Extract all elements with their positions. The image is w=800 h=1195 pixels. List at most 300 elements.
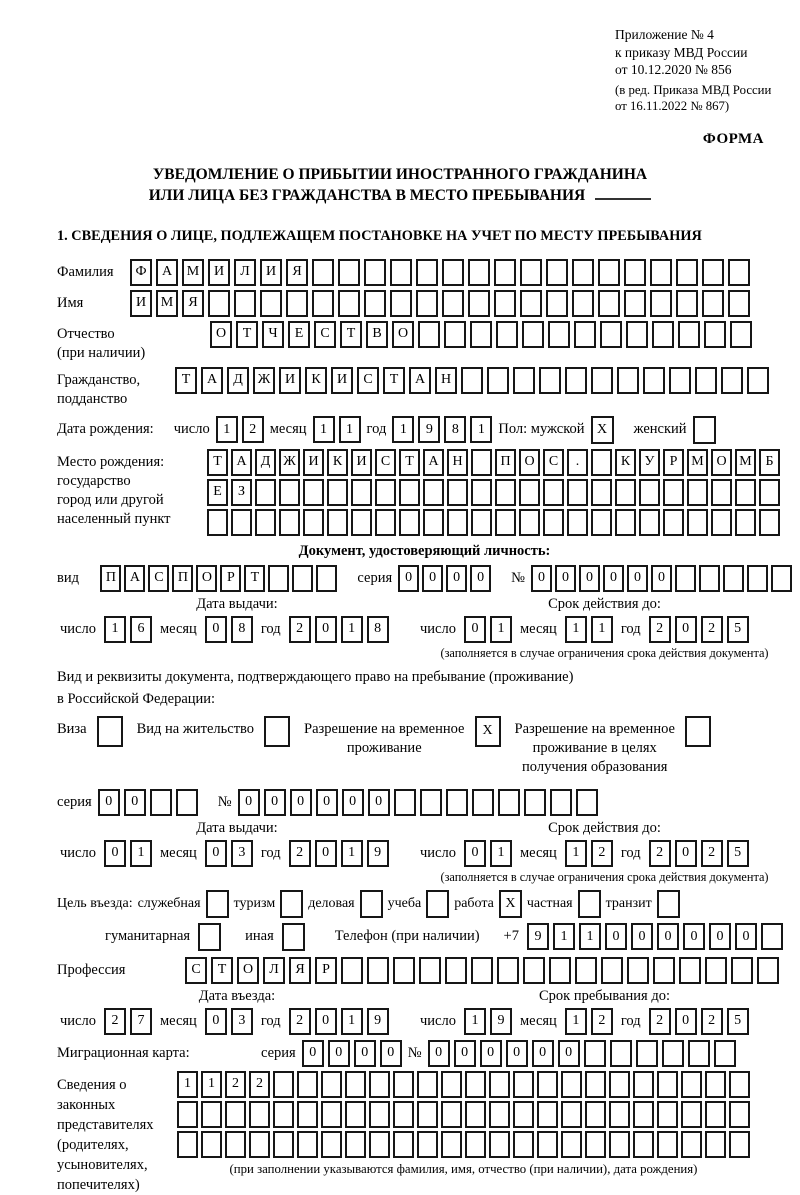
char-cell[interactable]	[678, 321, 700, 348]
char-cell[interactable]	[297, 1101, 318, 1128]
char-cell[interactable]: 1	[341, 616, 363, 643]
char-cell[interactable]: Ж	[279, 449, 300, 476]
char-cell[interactable]: 2	[701, 840, 723, 867]
char-cell[interactable]	[345, 1101, 366, 1128]
char-cell[interactable]	[446, 789, 468, 816]
char-cell[interactable]: 5	[727, 840, 749, 867]
char-cell[interactable]: 2	[701, 616, 723, 643]
char-cell[interactable]: 0	[205, 616, 227, 643]
char-cell[interactable]	[321, 1131, 342, 1158]
char-cell[interactable]	[681, 1131, 702, 1158]
char-cell[interactable]	[341, 957, 363, 984]
char-cell[interactable]	[345, 1071, 366, 1098]
char-cell[interactable]	[575, 957, 597, 984]
char-cell[interactable]	[759, 479, 780, 506]
char-cell[interactable]	[662, 1040, 684, 1067]
char-cell[interactable]	[572, 290, 594, 317]
char-cell[interactable]: 1	[490, 616, 512, 643]
char-cell[interactable]: 1	[565, 1008, 587, 1035]
checkbox-cell[interactable]	[198, 923, 221, 951]
char-cell[interactable]: Л	[263, 957, 285, 984]
char-cell[interactable]	[369, 1071, 390, 1098]
char-cell[interactable]: 1	[130, 840, 152, 867]
char-cell[interactable]: М	[182, 259, 204, 286]
char-cell[interactable]: И	[279, 367, 301, 394]
char-cell[interactable]	[286, 290, 308, 317]
char-cell[interactable]	[297, 1131, 318, 1158]
char-cell[interactable]	[273, 1101, 294, 1128]
char-cell[interactable]	[572, 259, 594, 286]
char-cell[interactable]: 0	[709, 923, 731, 950]
checkbox-cell[interactable]	[206, 890, 229, 918]
char-cell[interactable]	[394, 789, 416, 816]
char-cell[interactable]	[584, 1040, 606, 1067]
char-cell[interactable]	[489, 1131, 510, 1158]
char-cell[interactable]: 2	[249, 1071, 270, 1098]
char-cell[interactable]	[704, 321, 726, 348]
char-cell[interactable]	[627, 957, 649, 984]
char-cell[interactable]	[520, 259, 542, 286]
char-cell[interactable]	[393, 1131, 414, 1158]
char-cell[interactable]: И	[208, 259, 230, 286]
char-cell[interactable]: 2	[104, 1008, 126, 1035]
char-cell[interactable]	[273, 1071, 294, 1098]
char-cell[interactable]: 0	[531, 565, 552, 592]
char-cell[interactable]	[249, 1131, 270, 1158]
char-cell[interactable]: 0	[506, 1040, 528, 1067]
char-cell[interactable]: Л	[234, 259, 256, 286]
char-cell[interactable]	[639, 479, 660, 506]
char-cell[interactable]: 0	[675, 840, 697, 867]
char-cell[interactable]: 0	[631, 923, 653, 950]
char-cell[interactable]: 0	[124, 789, 146, 816]
char-cell[interactable]	[201, 1101, 222, 1128]
char-cell[interactable]	[249, 1101, 270, 1128]
char-cell[interactable]	[543, 479, 564, 506]
char-cell[interactable]	[687, 509, 708, 536]
char-cell[interactable]	[598, 259, 620, 286]
char-cell[interactable]	[423, 509, 444, 536]
char-cell[interactable]: И	[260, 259, 282, 286]
char-cell[interactable]: К	[305, 367, 327, 394]
char-cell[interactable]: Я	[286, 259, 308, 286]
char-cell[interactable]	[375, 509, 396, 536]
char-cell[interactable]	[601, 957, 623, 984]
char-cell[interactable]: 1	[216, 416, 238, 443]
char-cell[interactable]	[657, 1131, 678, 1158]
char-cell[interactable]	[441, 1131, 462, 1158]
char-cell[interactable]: М	[156, 290, 178, 317]
char-cell[interactable]	[759, 509, 780, 536]
char-cell[interactable]: Т	[207, 449, 228, 476]
char-cell[interactable]: П	[100, 565, 121, 592]
char-cell[interactable]	[369, 1101, 390, 1128]
char-cell[interactable]	[345, 1131, 366, 1158]
char-cell[interactable]	[617, 367, 639, 394]
char-cell[interactable]	[546, 259, 568, 286]
char-cell[interactable]: 9	[527, 923, 549, 950]
char-cell[interactable]	[643, 367, 665, 394]
char-cell[interactable]	[367, 957, 389, 984]
char-cell[interactable]	[705, 1131, 726, 1158]
char-cell[interactable]	[442, 259, 464, 286]
char-cell[interactable]	[177, 1131, 198, 1158]
char-cell[interactable]: С	[185, 957, 207, 984]
char-cell[interactable]	[757, 957, 779, 984]
char-cell[interactable]: 0	[428, 1040, 450, 1067]
char-cell[interactable]: М	[735, 449, 756, 476]
char-cell[interactable]: 9	[418, 416, 440, 443]
char-cell[interactable]	[423, 479, 444, 506]
char-cell[interactable]: О	[196, 565, 217, 592]
char-cell[interactable]	[442, 290, 464, 317]
char-cell[interactable]: О	[392, 321, 414, 348]
char-cell[interactable]	[676, 290, 698, 317]
char-cell[interactable]	[650, 259, 672, 286]
char-cell[interactable]: Т	[383, 367, 405, 394]
char-cell[interactable]	[523, 957, 545, 984]
char-cell[interactable]	[591, 509, 612, 536]
char-cell[interactable]: З	[231, 479, 252, 506]
char-cell[interactable]	[761, 923, 783, 950]
char-cell[interactable]: 0	[454, 1040, 476, 1067]
char-cell[interactable]	[675, 565, 696, 592]
char-cell[interactable]: 0	[316, 789, 338, 816]
char-cell[interactable]	[633, 1131, 654, 1158]
char-cell[interactable]: Т	[175, 367, 197, 394]
char-cell[interactable]: С	[148, 565, 169, 592]
checkbox-cell[interactable]	[97, 716, 123, 747]
char-cell[interactable]: Я	[289, 957, 311, 984]
char-cell[interactable]	[728, 290, 750, 317]
checkbox-cell[interactable]	[280, 890, 303, 918]
char-cell[interactable]: 0	[464, 616, 486, 643]
char-cell[interactable]	[487, 367, 509, 394]
char-cell[interactable]: 0	[302, 1040, 324, 1067]
char-cell[interactable]: И	[351, 449, 372, 476]
char-cell[interactable]: Р	[315, 957, 337, 984]
char-cell[interactable]	[681, 1101, 702, 1128]
char-cell[interactable]	[702, 290, 724, 317]
char-cell[interactable]	[338, 290, 360, 317]
char-cell[interactable]	[639, 509, 660, 536]
char-cell[interactable]: 0	[264, 789, 286, 816]
char-cell[interactable]: 0	[735, 923, 757, 950]
char-cell[interactable]: 1	[579, 923, 601, 950]
char-cell[interactable]	[657, 1101, 678, 1128]
char-cell[interactable]: Ф	[130, 259, 152, 286]
char-cell[interactable]	[327, 479, 348, 506]
char-cell[interactable]: 2	[701, 1008, 723, 1035]
char-cell[interactable]	[679, 957, 701, 984]
char-cell[interactable]	[695, 367, 717, 394]
char-cell[interactable]	[471, 957, 493, 984]
char-cell[interactable]	[399, 509, 420, 536]
char-cell[interactable]	[471, 509, 492, 536]
char-cell[interactable]	[489, 1071, 510, 1098]
char-cell[interactable]: Д	[227, 367, 249, 394]
char-cell[interactable]: 0	[657, 923, 679, 950]
char-cell[interactable]: Б	[759, 449, 780, 476]
char-cell[interactable]	[729, 1101, 750, 1128]
char-cell[interactable]: 0	[603, 565, 624, 592]
char-cell[interactable]	[494, 259, 516, 286]
char-cell[interactable]	[574, 321, 596, 348]
char-cell[interactable]: 0	[683, 923, 705, 950]
char-cell[interactable]	[207, 509, 228, 536]
char-cell[interactable]: 5	[727, 1008, 749, 1035]
char-cell[interactable]	[364, 259, 386, 286]
char-cell[interactable]: 0	[238, 789, 260, 816]
char-cell[interactable]	[390, 259, 412, 286]
checkbox-cell[interactable]	[685, 716, 711, 747]
char-cell[interactable]	[497, 957, 519, 984]
checkbox-cell[interactable]: X	[499, 890, 522, 918]
char-cell[interactable]	[565, 367, 587, 394]
char-cell[interactable]: П	[172, 565, 193, 592]
char-cell[interactable]: Т	[236, 321, 258, 348]
char-cell[interactable]	[465, 1071, 486, 1098]
char-cell[interactable]: 1	[104, 616, 126, 643]
char-cell[interactable]	[417, 1131, 438, 1158]
char-cell[interactable]	[663, 479, 684, 506]
char-cell[interactable]	[609, 1101, 630, 1128]
char-cell[interactable]	[615, 509, 636, 536]
char-cell[interactable]	[316, 565, 337, 592]
char-cell[interactable]	[417, 1071, 438, 1098]
char-cell[interactable]: 0	[342, 789, 364, 816]
char-cell[interactable]	[231, 509, 252, 536]
char-cell[interactable]: 2	[591, 1008, 613, 1035]
char-cell[interactable]	[513, 1071, 534, 1098]
char-cell[interactable]	[234, 290, 256, 317]
char-cell[interactable]	[393, 957, 415, 984]
char-cell[interactable]	[417, 1101, 438, 1128]
char-cell[interactable]: 2	[649, 1008, 671, 1035]
char-cell[interactable]: Е	[288, 321, 310, 348]
char-cell[interactable]	[273, 1131, 294, 1158]
char-cell[interactable]	[393, 1101, 414, 1128]
char-cell[interactable]	[489, 1101, 510, 1128]
char-cell[interactable]: 1	[464, 1008, 486, 1035]
char-cell[interactable]	[624, 290, 646, 317]
char-cell[interactable]: А	[156, 259, 178, 286]
char-cell[interactable]: С	[543, 449, 564, 476]
checkbox-cell[interactable]	[693, 416, 716, 444]
char-cell[interactable]	[513, 367, 535, 394]
char-cell[interactable]: Т	[340, 321, 362, 348]
char-cell[interactable]	[524, 789, 546, 816]
char-cell[interactable]: 0	[398, 565, 419, 592]
checkbox-cell[interactable]: X	[475, 716, 501, 747]
char-cell[interactable]	[416, 259, 438, 286]
char-cell[interactable]: 2	[289, 1008, 311, 1035]
char-cell[interactable]	[705, 1101, 726, 1128]
char-cell[interactable]	[522, 321, 544, 348]
char-cell[interactable]	[201, 1131, 222, 1158]
char-cell[interactable]: 9	[367, 840, 389, 867]
char-cell[interactable]	[729, 1131, 750, 1158]
char-cell[interactable]: 0	[627, 565, 648, 592]
checkbox-cell[interactable]	[578, 890, 601, 918]
char-cell[interactable]	[364, 290, 386, 317]
char-cell[interactable]: 0	[446, 565, 467, 592]
char-cell[interactable]: Т	[211, 957, 233, 984]
char-cell[interactable]	[585, 1131, 606, 1158]
char-cell[interactable]	[447, 509, 468, 536]
char-cell[interactable]	[150, 789, 172, 816]
char-cell[interactable]	[468, 259, 490, 286]
char-cell[interactable]: 1	[553, 923, 575, 950]
char-cell[interactable]	[471, 479, 492, 506]
char-cell[interactable]: 0	[675, 1008, 697, 1035]
char-cell[interactable]	[585, 1101, 606, 1128]
char-cell[interactable]: 2	[242, 416, 264, 443]
char-cell[interactable]: Д	[255, 449, 276, 476]
checkbox-cell[interactable]	[264, 716, 290, 747]
char-cell[interactable]: 0	[368, 789, 390, 816]
char-cell[interactable]: 1	[177, 1071, 198, 1098]
char-cell[interactable]: Р	[220, 565, 241, 592]
char-cell[interactable]	[657, 1071, 678, 1098]
char-cell[interactable]: Ч	[262, 321, 284, 348]
char-cell[interactable]	[225, 1131, 246, 1158]
char-cell[interactable]	[585, 1071, 606, 1098]
char-cell[interactable]: А	[124, 565, 145, 592]
char-cell[interactable]: 8	[444, 416, 466, 443]
char-cell[interactable]: А	[231, 449, 252, 476]
char-cell[interactable]: А	[423, 449, 444, 476]
char-cell[interactable]: 2	[289, 840, 311, 867]
char-cell[interactable]	[561, 1101, 582, 1128]
char-cell[interactable]	[591, 367, 613, 394]
char-cell[interactable]	[598, 290, 620, 317]
char-cell[interactable]: .	[567, 449, 588, 476]
char-cell[interactable]	[721, 367, 743, 394]
char-cell[interactable]	[441, 1101, 462, 1128]
char-cell[interactable]	[471, 449, 492, 476]
char-cell[interactable]: 1	[339, 416, 361, 443]
char-cell[interactable]: О	[711, 449, 732, 476]
char-cell[interactable]	[653, 957, 675, 984]
char-cell[interactable]	[561, 1071, 582, 1098]
char-cell[interactable]: 6	[130, 616, 152, 643]
char-cell[interactable]: 0	[422, 565, 443, 592]
char-cell[interactable]	[600, 321, 622, 348]
char-cell[interactable]	[711, 509, 732, 536]
char-cell[interactable]: 0	[480, 1040, 502, 1067]
char-cell[interactable]: 0	[98, 789, 120, 816]
char-cell[interactable]: 0	[675, 616, 697, 643]
char-cell[interactable]: Ж	[253, 367, 275, 394]
char-cell[interactable]	[447, 479, 468, 506]
char-cell[interactable]: 0	[315, 840, 337, 867]
char-cell[interactable]: 1	[490, 840, 512, 867]
char-cell[interactable]: 1	[201, 1071, 222, 1098]
char-cell[interactable]: 2	[649, 616, 671, 643]
char-cell[interactable]	[676, 259, 698, 286]
char-cell[interactable]: К	[327, 449, 348, 476]
char-cell[interactable]	[369, 1131, 390, 1158]
char-cell[interactable]	[609, 1071, 630, 1098]
char-cell[interactable]: 7	[130, 1008, 152, 1035]
checkbox-cell[interactable]	[657, 890, 680, 918]
char-cell[interactable]: В	[366, 321, 388, 348]
char-cell[interactable]: 0	[315, 616, 337, 643]
char-cell[interactable]: 0	[532, 1040, 554, 1067]
char-cell[interactable]: Р	[663, 449, 684, 476]
char-cell[interactable]: И	[130, 290, 152, 317]
char-cell[interactable]	[688, 1040, 710, 1067]
char-cell[interactable]: 1	[565, 840, 587, 867]
char-cell[interactable]: О	[519, 449, 540, 476]
char-cell[interactable]	[549, 957, 571, 984]
char-cell[interactable]	[633, 1071, 654, 1098]
char-cell[interactable]: 0	[315, 1008, 337, 1035]
char-cell[interactable]	[327, 509, 348, 536]
char-cell[interactable]: С	[314, 321, 336, 348]
char-cell[interactable]	[303, 479, 324, 506]
char-cell[interactable]	[399, 479, 420, 506]
char-cell[interactable]	[663, 509, 684, 536]
char-cell[interactable]	[444, 321, 466, 348]
char-cell[interactable]	[548, 321, 570, 348]
char-cell[interactable]	[609, 1131, 630, 1158]
char-cell[interactable]: 1	[341, 840, 363, 867]
char-cell[interactable]	[255, 479, 276, 506]
char-cell[interactable]	[461, 367, 483, 394]
char-cell[interactable]: Я	[182, 290, 204, 317]
char-cell[interactable]	[176, 789, 198, 816]
char-cell[interactable]	[420, 789, 442, 816]
char-cell[interactable]	[312, 259, 334, 286]
char-cell[interactable]	[546, 290, 568, 317]
char-cell[interactable]	[747, 367, 769, 394]
char-cell[interactable]: К	[615, 449, 636, 476]
char-cell[interactable]: 0	[464, 840, 486, 867]
char-cell[interactable]: 0	[290, 789, 312, 816]
char-cell[interactable]	[225, 1101, 246, 1128]
char-cell[interactable]	[321, 1071, 342, 1098]
char-cell[interactable]	[561, 1131, 582, 1158]
char-cell[interactable]	[297, 1071, 318, 1098]
char-cell[interactable]	[465, 1101, 486, 1128]
char-cell[interactable]	[650, 290, 672, 317]
char-cell[interactable]: 0	[205, 1008, 227, 1035]
char-cell[interactable]	[416, 290, 438, 317]
char-cell[interactable]	[537, 1101, 558, 1128]
char-cell[interactable]	[338, 259, 360, 286]
char-cell[interactable]: 0	[354, 1040, 376, 1067]
char-cell[interactable]	[610, 1040, 632, 1067]
char-cell[interactable]: Т	[244, 565, 265, 592]
char-cell[interactable]: О	[210, 321, 232, 348]
char-cell[interactable]: 5	[727, 616, 749, 643]
char-cell[interactable]	[496, 321, 518, 348]
char-cell[interactable]	[375, 479, 396, 506]
char-cell[interactable]: 1	[470, 416, 492, 443]
char-cell[interactable]	[735, 479, 756, 506]
char-cell[interactable]	[771, 565, 792, 592]
char-cell[interactable]	[519, 479, 540, 506]
char-cell[interactable]	[591, 449, 612, 476]
char-cell[interactable]	[626, 321, 648, 348]
char-cell[interactable]: 0	[104, 840, 126, 867]
char-cell[interactable]: 2	[225, 1071, 246, 1098]
char-cell[interactable]	[567, 479, 588, 506]
char-cell[interactable]	[537, 1131, 558, 1158]
char-cell[interactable]	[260, 290, 282, 317]
